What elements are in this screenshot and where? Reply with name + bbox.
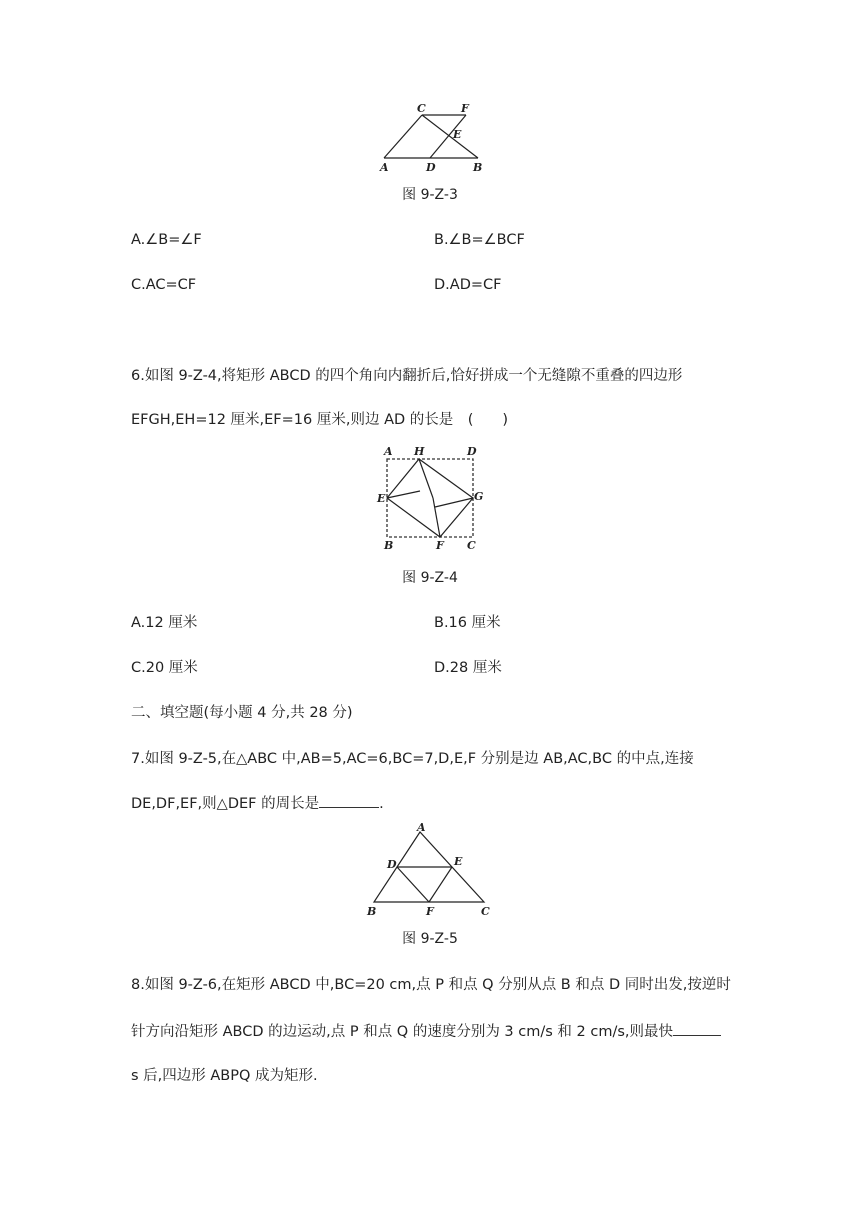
fig3-caption: 图 9-Z-3 xyxy=(402,187,458,203)
fig5-label-a: A xyxy=(417,821,426,834)
q7-line-2-end: . xyxy=(379,796,384,812)
fig4-label-d: D xyxy=(467,445,477,458)
q6-option-a: A.12 厘米 xyxy=(131,615,198,631)
q5-option-d: D.AD=CF xyxy=(434,277,502,293)
q8-line-2-text: 针方向沿矩形 ABCD 的边运动,点 P 和点 Q 的速度分别为 3 cm/s 和 2 cm/s,则最快 xyxy=(131,1024,673,1040)
q5-option-b: B.∠B=∠BCF xyxy=(434,232,525,248)
fig3-label-a: A xyxy=(380,161,389,174)
fig3-label-e: E xyxy=(453,128,462,141)
fig4-label-f: F xyxy=(436,539,444,552)
q6-option-c: C.20 厘米 xyxy=(131,660,198,676)
fig3-label-c: C xyxy=(417,102,426,115)
q6-line-2: EFGH,EH=12 厘米,EF=16 厘米,则边 AD 的长是 ( ) xyxy=(131,412,509,428)
fig5-label-e: E xyxy=(454,855,463,868)
q7-line-1: 7.如图 9-Z-5,在△ABC 中,AB=5,AC=6,BC=7,D,E,F 分别是边 AB,AC,BC 的中点,连接 xyxy=(131,751,694,767)
fig5-label-b: B xyxy=(367,905,377,918)
q8-line-1: 8.如图 9-Z-6,在矩形 ABCD 中,BC=20 cm,点 P 和点 Q 分别从点 B 和点 D 同时出发,按逆时 xyxy=(131,977,731,993)
q7-line-2-text: DE,DF,EF,则△DEF 的周长是 xyxy=(131,796,320,812)
q5-option-a: A.∠B=∠F xyxy=(131,232,202,248)
fig4-label-h: H xyxy=(414,445,425,458)
fig5-label-f: F xyxy=(426,905,434,918)
q5-option-c: C.AC=CF xyxy=(131,277,197,293)
fig4-label-a: A xyxy=(384,445,393,458)
fig4-label-g: G xyxy=(474,490,484,503)
section-heading: 二、填空题(每小题 4 分,共 28 分) xyxy=(131,705,353,721)
q7-answer-blank xyxy=(319,793,379,808)
fig3-label-f: F xyxy=(461,102,469,115)
q7-line-2 xyxy=(131,793,384,814)
fig5-label-d: D xyxy=(387,858,397,871)
figure-9-z-5 xyxy=(362,820,498,920)
q6-option-b: B.16 厘米 xyxy=(434,615,501,631)
fig4-label-b: B xyxy=(384,539,394,552)
fig5-caption: 图 9-Z-5 xyxy=(402,931,458,947)
q8-answer-blank xyxy=(673,1021,721,1036)
q8-line-3: s 后,四边形 ABPQ 成为矩形. xyxy=(131,1068,318,1084)
q8-line-2 xyxy=(131,1021,721,1042)
fig4-label-c: C xyxy=(467,539,476,552)
fig5-label-c: C xyxy=(481,905,490,918)
q6-line-1: 6.如图 9-Z-4,将矩形 ABCD 的四个角向内翻折后,恰好拼成一个无缝隙不重叠的四边形 xyxy=(131,368,683,384)
q6-option-d: D.28 厘米 xyxy=(434,660,502,676)
fig3-label-d: D xyxy=(426,161,436,174)
figure-9-z-3 xyxy=(370,100,490,178)
figure-9-z-4 xyxy=(370,443,490,555)
fig3-label-b: B xyxy=(473,161,483,174)
fig4-label-e: E xyxy=(377,492,386,505)
fig4-caption: 图 9-Z-4 xyxy=(402,570,458,586)
